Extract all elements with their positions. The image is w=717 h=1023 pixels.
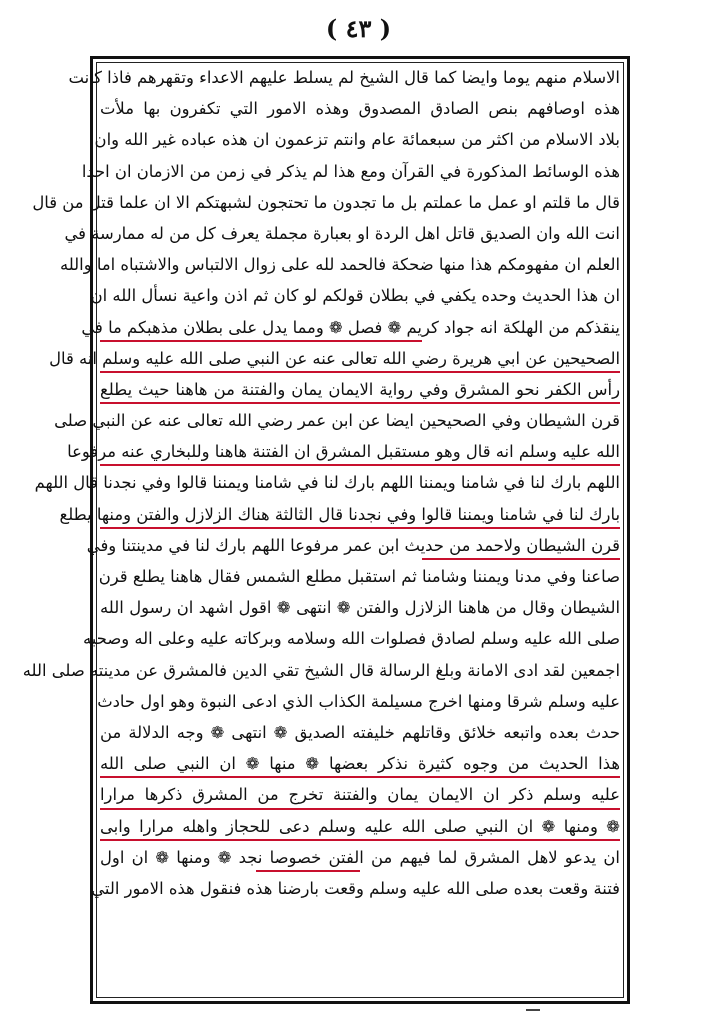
text-line-underlined: الله عليه وسلم انه قال وهو مستقبل المشرق ان الفتنة هاهنا وللبخاري عنه مرفوعا <box>100 436 620 467</box>
text-line-underlined: رأس الكفر نحو المشرق وفي رواية الايمان يمان والفتنة من هاهنا حيث يطلع <box>100 374 620 405</box>
text-line-underlined: هذا الحديث من وجوه كثيرة نذكر بعضها ❁ منها ❁ ان النبي صلى الله <box>100 748 620 779</box>
text-line: اللهم بارك لنا في شامنا ويمننا اللهم بارك لنا في شامنا ويمننا قالوا وفي نجدنا قال اللهم <box>34 473 620 493</box>
text-line: صلى الله عليه وسلم لصادق فصلوات الله وسلامه وبركاته عليه وعلى اله وصحبه <box>83 629 620 649</box>
text-line-underlined: ينقذكم من الهلكة انه جواد كريم ❁ فصل ❁ ومما يدل على بطلان مذهبكم ما في <box>100 312 620 343</box>
text-line-underlined: بارك لنا في شامنا ويمننا قالوا وفي نجدنا قال الثالثة هناك الزلازل والفتن ومنها يطلع <box>100 499 620 530</box>
text-line: العلم ان مفهومكم هذا منها ضحكة فالحمد لله على زوال الالتباس والاشتباه اما والله <box>59 255 620 275</box>
text-line: صاعنا وفي مدنا ويمننا وشامنا ثم استقبل مطلع الشمس فقال هاهنا يطلع قرن <box>98 567 620 586</box>
text-line: اجمعين لقد ادى الامانة وبلغ الرسالة قال الشيخ تقي الدين فالمشرق عن مدينته صلى الله <box>22 660 620 680</box>
scan-speck <box>526 1009 540 1011</box>
text-line: فتنة وقعت بعده صلى الله عليه وسلم وقعت بارضنا هذه فنقول هذه الامور التي <box>91 878 620 898</box>
text-line: انت الله وان الصديق قاتل اهل الردة او بعبارة مجملة يعرف كل من له ممارسة في <box>64 223 620 243</box>
text-line-underlined: قرن الشيطان ولاحمد من حديث ابن عمر مرفوعا اللهم بارك لنا في مدينتنا وفي <box>100 530 620 561</box>
text-line-underlined: الصحيحين عن ابي هريرة رضي الله تعالى عنه عن النبي صلى الله عليه وسلم انه قال <box>100 343 620 374</box>
page-number: ( ٤٣ ) <box>325 14 392 43</box>
text-line: هذه الوسائط المذكورة في القرآن ومع هذا لم يذكر في زمن من الازمان ان احدا <box>81 161 620 181</box>
text-line: حدث بعده واتبعه خلائق وقاتلهم خليفته الصديق ❁ انتهى ❁ وجه الدلالة من <box>100 722 620 742</box>
text-line-underlined: عليه وسلم ذكر ان الايمان يمان والفتنة تخرج من المشرق ذكرها مرارا <box>100 779 620 810</box>
text-line: الاسلام منهم يوما وايضا كما قال الشيخ لم يسلط عليهم الاعداء وتقهرهم فاذا كانت <box>68 68 620 87</box>
text-line: بلاد الاسلام من اكثر من سبعمائة عام وانتم تزعمون ان هذه عباده غير الله وان <box>94 130 620 150</box>
text-line: عليه وسلم شرقا ومنها اخرج مسيلمة الكذاب الذي ادعى النبوة وهو اول حادث <box>97 691 620 711</box>
manuscript-text-body <box>22 62 620 904</box>
text-line: قال ما قلتم او عمل ما عملتم بل ما تجدون ما تحتجون لشبهتكم الا ان علما قتل من قال <box>32 192 620 212</box>
text-line: قرن الشيطان وفي الصحيحين ايضا عن ابن عمر رضي الله تعالى عنه عن النبي صلى <box>54 411 620 431</box>
text-line: ان هذا الحديث وحده يكفي في بطلان قولكم لو كان ثم اذن واعية نسأل الله ان <box>90 286 620 306</box>
text-line: الشيطان وقال من هاهنا الزلازل والفتن ❁ انتهى ❁ اقول اشهد ان رسول الله <box>100 598 620 618</box>
text-line: هذه اوصافهم بنص الصادق المصدوق وهذه الامور التي تكفرون بها ملأت <box>100 99 620 119</box>
text-line-underlined: ❁ ومنها ❁ ان النبي صلى الله عليه وسلم دعى للحجاز واهله مرارا وابى <box>100 811 620 842</box>
text-line-underlined: ان يدعو لاهل المشرق لما فيهم من الفتن خصوصا نجد ❁ ومنها ❁ ان اول <box>100 842 620 873</box>
